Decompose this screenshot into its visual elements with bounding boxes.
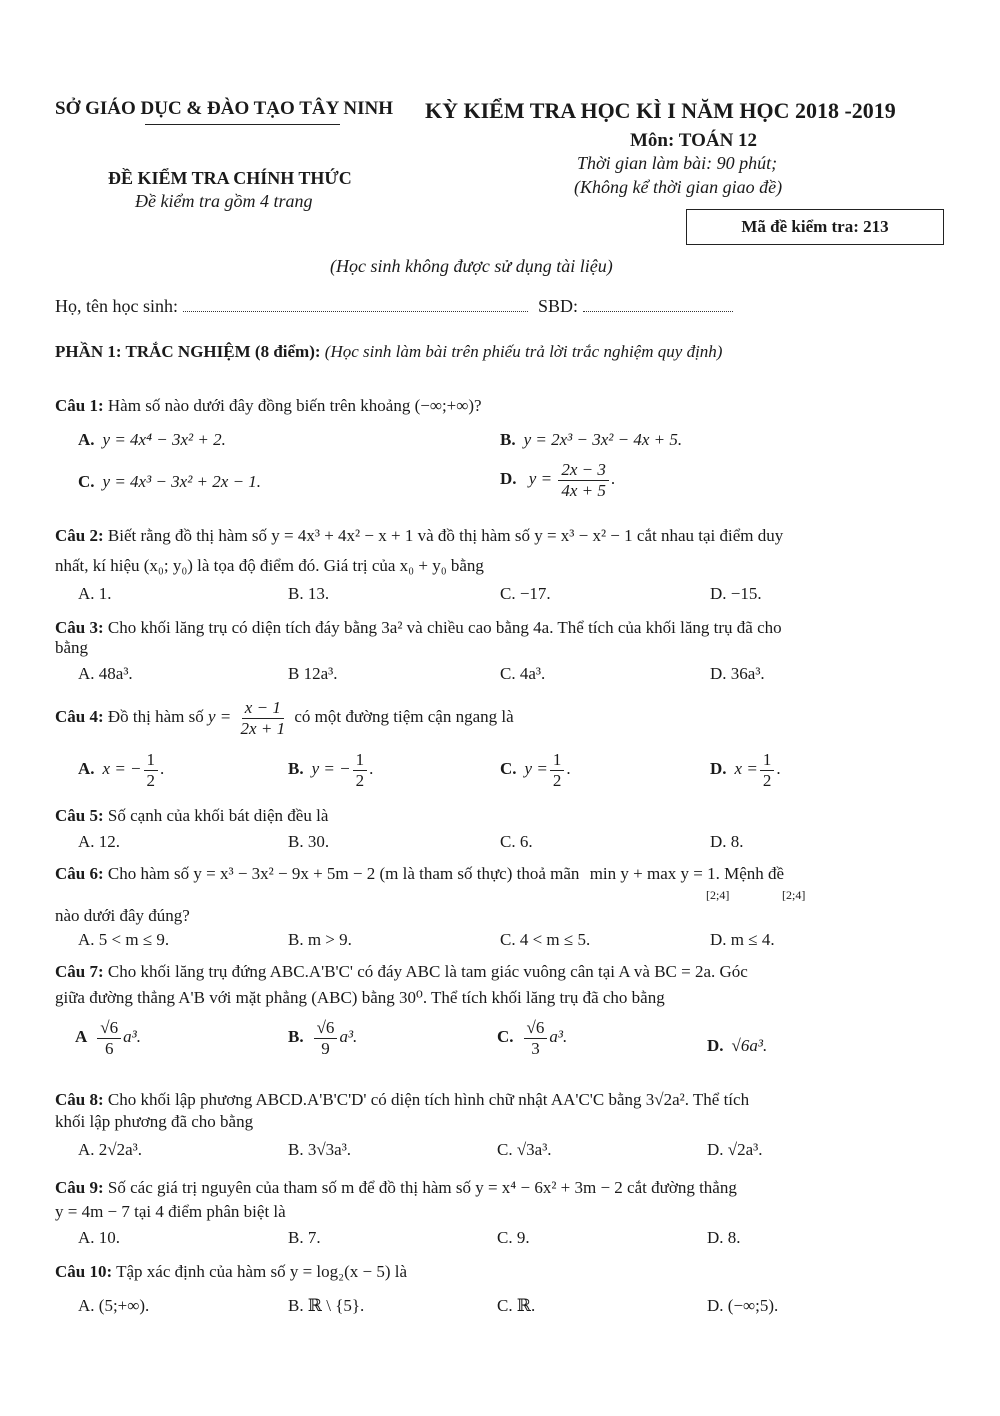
numerator: 2x − 3 <box>558 460 609 481</box>
option-d[interactable]: D. (−∞;5). <box>707 1296 779 1315</box>
numerator: √6 <box>524 1018 548 1039</box>
interval-min: [2;4] <box>706 888 730 902</box>
question-text: Cho hàm số y = x³ − 3x² − 9x + 5m − 2 (m là tham số thực) thoả mãn <box>107 864 580 883</box>
option-text: a³. <box>123 1026 141 1046</box>
exam-title: KỲ KIỂM TRA HỌC KÌ I NĂM HỌC 2018 -2019 <box>425 98 896 123</box>
question-label: Câu 3: <box>55 618 104 637</box>
option-d[interactable]: D. 8. <box>707 1228 741 1247</box>
student-name-label: Họ, tên học sinh: <box>55 296 178 316</box>
student-info-line <box>55 296 733 317</box>
question-text: Cho khối lăng trụ đứng ABC.A'B'C' có đáy ABC là tam giác vuông cân tại A và BC = 2a. Góc <box>107 962 748 981</box>
question-label: Câu 2: <box>55 526 104 545</box>
question-label: Câu 9: <box>55 1178 104 1197</box>
question-label: Câu 5: <box>55 806 104 825</box>
option-text: y = − <box>311 758 351 778</box>
question-text: Đồ thị hàm số <box>107 706 204 726</box>
denominator: 2x + 1 <box>240 718 286 738</box>
question-2-line2: nhất, kí hiệu (x₀; y₀) là tọa độ điểm đó. Giá trị của x₀ + y₀ bằng <box>55 556 484 575</box>
numerator: 1 <box>760 750 775 771</box>
question-label: Câu 6: <box>55 864 104 883</box>
option-c[interactable] <box>78 472 261 492</box>
numerator: 1 <box>144 750 159 771</box>
option-c[interactable]: C. 6. <box>500 832 533 851</box>
question-9-line2: y = 4m − 7 tại 4 điểm phân biệt là <box>55 1202 286 1221</box>
denominator: 6 <box>104 1038 114 1058</box>
official-label: ĐỀ KIỂM TRA CHÍNH THỨC <box>108 168 352 188</box>
question-text: Hàm số nào dưới đây đồng biến trên khoảng (−∞;+∞)? <box>107 396 482 415</box>
option-text: x = <box>734 758 758 778</box>
option-b[interactable]: B. m > 9. <box>288 930 352 949</box>
question-text: Số các giá trị nguyên của tham số m để đồ thị hàm số y = x⁴ − 6x² + 3m − 2 cắt đường thẳng <box>107 1178 737 1197</box>
option-text: a³. <box>339 1026 358 1046</box>
option-d[interactable] <box>707 1036 767 1056</box>
denominator: 4x + 5 <box>561 480 606 500</box>
time-limit: Thời gian làm bài: 90 phút; <box>577 153 778 173</box>
option-key: D. <box>500 468 517 488</box>
option-b[interactable]: B. ℝ \ {5}. <box>288 1296 365 1315</box>
question-label: Câu 4: <box>55 706 104 726</box>
option-a[interactable]: A. 10. <box>78 1228 121 1247</box>
fraction <box>353 750 368 790</box>
fraction <box>550 750 565 790</box>
denominator: 2 <box>552 770 562 790</box>
header-underline <box>145 124 340 125</box>
option-text: y = 4x⁴ − 3x² + 2. <box>102 430 226 449</box>
numerator: √6 <box>314 1018 338 1039</box>
question-label: Câu 1: <box>55 396 104 415</box>
question-text: min y + max y = 1. Mệnh đề <box>589 864 785 883</box>
question-label: Câu 10: <box>55 1262 113 1281</box>
question-6-line2: nào dưới đây đúng? <box>55 906 190 925</box>
question-9 <box>55 1178 737 1198</box>
fraction <box>97 1018 121 1058</box>
option-a[interactable] <box>75 1018 141 1058</box>
option-a[interactable]: A. 2√2a³. <box>78 1140 142 1159</box>
fraction <box>314 1018 338 1058</box>
section-note: (Học sinh làm bài trên phiếu trả lời trắc nghiệm quy định) <box>324 342 723 361</box>
question-1 <box>55 396 482 416</box>
numerator: √6 <box>97 1018 121 1039</box>
question-text: Cho khối lăng trụ có diện tích đáy bằng 3a² và chiều cao bằng 4a. Thể tích của khối lăng trụ đã cho <box>107 618 782 637</box>
question-text: Biết rằng đồ thị hàm số y = 4x³ + 4x² − x + 1 và đồ thị hàm số y = x³ − x² − 1 cắt nhau tại điểm duy <box>107 526 784 545</box>
option-b[interactable] <box>288 1018 357 1058</box>
option-key: B. <box>500 430 516 449</box>
equation-lhs: y = <box>208 706 232 726</box>
option-key: B. <box>288 1026 304 1046</box>
option-b[interactable]: B. 3√3a³. <box>288 1140 352 1159</box>
question-text: Cho khối lập phương ABCD.A'B'C'D' có diện tích hình chữ nhật AA'C'C bằng 3√2a². Thể tích <box>107 1090 750 1109</box>
option-key: D. <box>710 758 727 778</box>
question-8-line2: khối lập phương đã cho bằng <box>55 1112 254 1131</box>
denominator: 2 <box>146 770 156 790</box>
fraction <box>524 1018 548 1058</box>
pages-note: Đề kiểm tra gồm 4 trang <box>135 191 313 211</box>
option-a[interactable]: A. 48a³. <box>78 664 133 683</box>
option-a[interactable]: A. x = − $\frac{1}{2}$ . <box>78 750 165 790</box>
option-key: A. <box>78 430 95 449</box>
numerator: 1 <box>550 750 565 771</box>
question-2 <box>55 526 783 546</box>
option-key: A. <box>78 758 95 778</box>
question-3-line2: bằng <box>55 638 89 657</box>
option-key: C. <box>497 1026 514 1046</box>
option-text: y = <box>524 758 548 778</box>
option-d[interactable]: D. x = $\frac{1}{2}$ . <box>710 750 781 790</box>
option-text: a³. <box>549 1026 568 1046</box>
fraction <box>760 750 775 790</box>
option-b[interactable]: B. y = − $\frac{1}{2}$ . <box>288 750 374 790</box>
denominator: 2 <box>762 770 772 790</box>
denominator: 3 <box>531 1038 540 1058</box>
question-text: Tập xác định của hàm số y = log₂(x − 5) là <box>116 1262 407 1281</box>
sbd-field[interactable] <box>583 297 733 312</box>
question-10 <box>55 1262 407 1282</box>
option-d[interactable]: D. m ≤ 4. <box>710 930 775 949</box>
question-6 <box>55 864 784 884</box>
option-a[interactable]: A. 1. <box>78 584 112 603</box>
option-c[interactable] <box>497 1018 567 1058</box>
option-text: y = 4x³ − 3x² + 2x − 1. <box>102 472 262 491</box>
section-title: PHẦN 1: TRẮC NGHIỆM (8 điểm): <box>55 342 321 361</box>
option-text: y = 2x³ − 3x² − 4x + 5. <box>523 430 683 449</box>
question-4 <box>55 698 514 738</box>
sbd-label: SBD: <box>538 296 579 316</box>
option-c[interactable]: C. √3a³. <box>497 1140 552 1159</box>
fraction <box>144 750 159 790</box>
fraction <box>238 698 289 738</box>
option-b[interactable] <box>500 430 682 450</box>
question-5 <box>55 806 328 826</box>
question-7-line2: giữa đường thẳng A'B với mặt phẳng (ABC) bằng 30⁰. Thể tích khối lăng trụ đã cho bằng <box>55 988 665 1007</box>
exam-code-box <box>686 209 944 245</box>
question-8 <box>55 1090 749 1110</box>
option-d[interactable]: D. 8. <box>710 832 744 851</box>
option-key: D. <box>707 1036 724 1055</box>
question-text: có một đường tiệm cận ngang là <box>294 706 514 726</box>
option-c[interactable]: C. −17. <box>500 584 551 603</box>
option-key: C. <box>500 758 517 778</box>
option-d[interactable]: D. −15. <box>710 584 762 603</box>
option-a[interactable]: A. 12. <box>78 832 121 851</box>
question-label: Câu 7: <box>55 962 104 981</box>
option-a[interactable]: A. (5;+∞). <box>78 1296 150 1315</box>
option-c[interactable]: C. ℝ. <box>497 1296 536 1315</box>
option-d[interactable]: D. y = $\frac{2x - 3}{4x + 5}$ . <box>500 460 616 500</box>
denominator: 2 <box>355 770 365 790</box>
option-d[interactable]: D. 36a³. <box>710 664 765 683</box>
option-c[interactable]: C. 4 < m ≤ 5. <box>500 930 591 949</box>
option-key: C. <box>78 472 95 491</box>
option-c[interactable]: C. 9. <box>497 1228 530 1247</box>
interval-max: [2;4] <box>782 888 806 902</box>
option-text: √6a³. <box>731 1036 768 1055</box>
option-text: x = − <box>102 758 142 778</box>
question-7 <box>55 962 748 982</box>
time-note: (Không kể thời gian giao đề) <box>574 177 783 197</box>
student-name-field[interactable] <box>183 297 528 312</box>
option-c[interactable]: C. 4a³. <box>500 664 546 683</box>
option-d[interactable]: D. √2a³. <box>707 1140 763 1159</box>
exam-code: Mã đề kiểm tra: 213 <box>741 217 889 236</box>
fraction <box>558 460 609 500</box>
option-b[interactable]: B. 7. <box>288 1228 321 1247</box>
option-a[interactable] <box>78 430 226 450</box>
option-key: B. <box>288 758 304 778</box>
section-heading <box>55 342 722 362</box>
option-a[interactable]: A. 5 < m ≤ 9. <box>78 930 170 949</box>
question-text: Số cạnh của khối bát diện đều là <box>107 806 329 825</box>
option-text: y = <box>528 468 553 488</box>
option-key: A <box>75 1026 88 1046</box>
question-3 <box>55 618 782 638</box>
question-label: Câu 8: <box>55 1090 104 1109</box>
subject: Môn: TOÁN 12 <box>630 130 758 151</box>
department-name: SỞ GIÁO DỤC & ĐÀO TẠO TÂY NINH <box>55 98 393 119</box>
option-b[interactable]: B. 30. <box>288 832 330 851</box>
numerator: x − 1 <box>242 698 284 719</box>
option-b[interactable]: B. 13. <box>288 584 330 603</box>
numerator: 1 <box>353 750 368 771</box>
no-materials-note: (Học sinh không được sử dụng tài liệu) <box>330 256 613 276</box>
option-b[interactable]: B 12a³. <box>288 664 338 683</box>
option-c[interactable]: C. y = $\frac{1}{2}$ . <box>500 750 571 790</box>
denominator: 9 <box>321 1038 330 1058</box>
